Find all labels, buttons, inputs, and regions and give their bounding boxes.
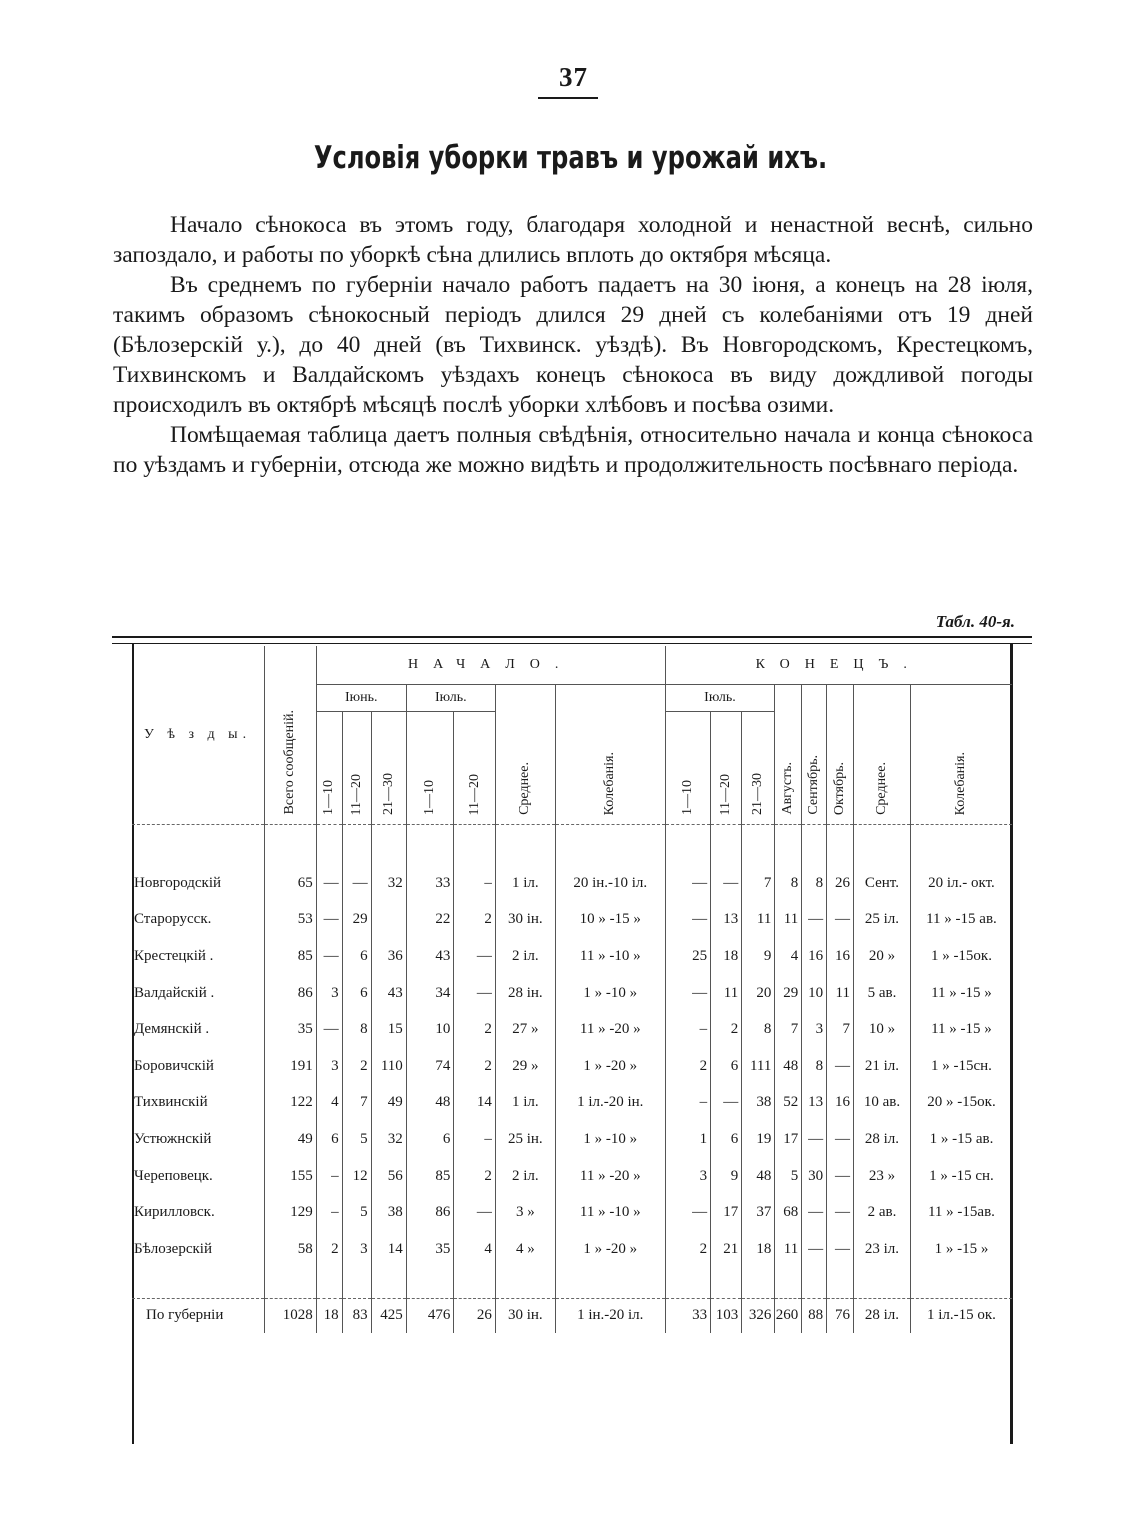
paragraph-1: Начало сѣнокоса въ этомъ году, благодаря холодной и ненастной веснѣ, сильно запоздало, и работы по уборкѣ сѣна длились вплоть до октября мѣсяца. [113,212,1033,268]
table-cell: 103 [711,1298,742,1333]
header-iun: Іюнь. [316,685,406,712]
header-oktyabr: Октябрь. [827,685,854,825]
haymaking-table [132,646,1012,1333]
table-cell: 1 » -15ок. [910,938,1012,975]
table-cell: 1 ін.-20 іл. [555,1298,665,1333]
table-cell: 11 » -15ав. [910,1194,1012,1231]
table-cell: 1 іл.-15 ок. [910,1298,1012,1333]
table-cell: 326 [742,1298,775,1333]
table-cell: 29 [342,902,371,939]
table-row [132,1048,1012,1085]
table-cell: 1 » -15 » [910,1231,1012,1268]
table-cell: 11 [775,1231,802,1268]
table-cell: 6 [711,1048,742,1085]
table-cell: 5 [342,1121,371,1158]
table-cell: 15 [371,1011,406,1048]
table-cell: — [802,902,827,939]
district-name: Тихвинскій [134,1094,208,1111]
table-cell: 110 [371,1048,406,1085]
header-nachalo: НАЧАЛО. [316,646,665,685]
table-cell: – [454,1121,495,1158]
table-row [132,1011,1012,1048]
header-end-jul-1-10: 1—10 [665,712,711,825]
table-cell: 111 [742,1048,775,1085]
table-cell: 1 » -15сн. [910,1048,1012,1085]
table-cell: — [665,865,711,902]
table-cell: 3 [665,1158,711,1195]
table-cell: — [827,1158,854,1195]
table-top-rule [112,636,1032,638]
table-cell: 11 [742,902,775,939]
table-cell: 25 іл. [854,902,911,939]
table-cell: 3 [316,1048,342,1085]
table-cell: 16 [827,1085,854,1122]
table-row [132,1194,1012,1231]
table-cell: 35 [265,1011,317,1048]
district-name: Демянскій . [134,1021,210,1038]
table-cell: 68 [775,1194,802,1231]
table-cell: 4 » [495,1231,555,1268]
header-separator [132,825,1012,866]
table-cell: 23 » [854,1158,911,1195]
table-cell: 28 ін. [495,975,555,1012]
table-cell: 21 іл. [854,1048,911,1085]
header-kolebania-end: Колебанія. [910,685,1012,825]
table-cell: 13 [711,902,742,939]
table-cell: 10 [802,975,827,1012]
table-cell: 34 [406,975,454,1012]
page-number-rule [538,97,598,99]
table-cell: 29 » [495,1048,555,1085]
header-iul-end: Іюль. [665,685,775,712]
table-cell: 122 [265,1085,317,1122]
table-cell: 20 » [854,938,911,975]
table-row [132,1121,1012,1158]
table-cell: – [316,1158,342,1195]
table-cell: — [802,1194,827,1231]
table-cell: 21 [711,1231,742,1268]
table-cell: 11 » -15 » [910,1011,1012,1048]
table-cell: 56 [371,1158,406,1195]
table-cell: 36 [371,938,406,975]
table-cell: 2 ав. [854,1194,911,1231]
header-start-jun-21-30: 21—30 [371,712,406,825]
table-cell: — [454,975,495,1012]
table-cell: 88 [802,1298,827,1333]
table-cell: 1 [665,1121,711,1158]
table-cell: — [316,902,342,939]
table-cell: 2 [316,1231,342,1268]
header-start-jun-11-20: 11—20 [342,712,371,825]
table-cell: — [454,938,495,975]
table-cell: 26 [827,865,854,902]
table-cell: 58 [265,1231,317,1268]
table-cell: – [665,1011,711,1048]
table-cell: 2 [454,1048,495,1085]
table-cell: 49 [265,1121,317,1158]
table-row [132,1231,1012,1268]
table-cell: 8 [802,865,827,902]
table-cell: 191 [265,1048,317,1085]
table-cell: 10 » [854,1011,911,1048]
table-cell: 1 » -15 ав. [910,1121,1012,1158]
table-cell: 9 [711,1158,742,1195]
table-cell: — [827,902,854,939]
header-konets: КОНЕЦЪ. [665,646,1012,685]
table-cell: — [827,1194,854,1231]
table-cell: 11 » -20 » [555,1158,665,1195]
body-text [113,210,1033,480]
district-name: Боровичскій [134,1057,214,1074]
table-cell: — [316,1011,342,1048]
district-name: Валдайскій . [134,984,215,1001]
table-cell: 48 [742,1158,775,1195]
table-cell: 26 [454,1298,495,1333]
table-cell: – [454,865,495,902]
district-name: Старорусск. [134,911,212,928]
table-cell: 48 [406,1085,454,1122]
total-separator [132,1268,1012,1299]
table-cell: 30 [802,1158,827,1195]
table-cell: 5 [775,1158,802,1195]
table-cell: 43 [406,938,454,975]
district-name: Череповецк. [134,1167,213,1184]
table-cell: 2 [454,1158,495,1195]
district-name: По губерніи [146,1307,224,1324]
table-cell: 8 [342,1011,371,1048]
table-cell: — [711,1085,742,1122]
table-cell: 8 [742,1011,775,1048]
table-cell: 2 [665,1231,711,1268]
table-cell: 18 [316,1298,342,1333]
table-cell: 32 [371,865,406,902]
table-cell: 6 [316,1121,342,1158]
table-cell: 2 [454,902,495,939]
table-cell [371,902,406,939]
district-name: Бѣлозерскій [134,1240,212,1257]
table-cell: 85 [265,938,317,975]
district-name: Устюжнскій [134,1130,212,1147]
header-start-jul-11-20: 11—20 [454,712,495,825]
table-cell: 11 » -10 » [555,938,665,975]
table-cell: 1 » -10 » [555,975,665,1012]
table-cell: 18 [711,938,742,975]
table-row [132,938,1012,975]
table-cell: 6 [711,1121,742,1158]
table-cell: – [665,1085,711,1122]
table-cell: 1 » -20 » [555,1231,665,1268]
total-row [132,1298,1012,1333]
table-cell: 43 [371,975,406,1012]
table-cell: — [665,902,711,939]
table-cell: 11 » -15 » [910,975,1012,1012]
table-cell: 20 » -15ок. [910,1085,1012,1122]
header-sentyabr: Сентябрь. [802,685,827,825]
table-cell: 260 [775,1298,802,1333]
table-cell: 11 » -20 » [555,1011,665,1048]
table-cell: 20 іл.- окт. [910,865,1012,902]
table-cell: 4 [316,1085,342,1122]
table-cell: 16 [827,938,854,975]
header-srednee: Среднее. [495,685,555,825]
table-cell: 11 [827,975,854,1012]
table-cell: 18 [742,1231,775,1268]
table-cell: — [827,1048,854,1085]
table-cell: 20 [742,975,775,1012]
table-cell: 7 [827,1011,854,1048]
table-cell: 49 [371,1085,406,1122]
table-cell: 13 [802,1085,827,1122]
table-cell: 27 » [495,1011,555,1048]
header-iul: Іюль. [406,685,495,712]
table-cell: 3 [316,975,342,1012]
header-kolebania: Колебанія. [555,685,665,825]
table-cell: — [665,975,711,1012]
table-cell: 5 ав. [854,975,911,1012]
table-cell: 17 [711,1194,742,1231]
paragraph-2: Въ среднемъ по губерніи начало работъ падаетъ на 30 іюня, а конецъ на 28 іюля, такимъ образомъ сѣнокосный періодъ длился 29 дней съ колебаніями отъ 19 дней (Бѣлозерскій у.), до 40 дней (въ Тихвинск. уѣздѣ). Въ Новгородскомъ, Крестецкомъ, Тихвинскомъ и Валдайскомъ уѣздахъ конецъ сѣнокоса въ виду дождливой погоды происходилъ въ октябрѣ мѣсяцѣ послѣ уборки хлѣбовъ и посѣва озими. [113,272,1033,418]
table-cell: Сент. [854,865,911,902]
table-cell: 38 [742,1085,775,1122]
table-cell: 11 » -15 ав. [910,902,1012,939]
table-cell: 65 [265,865,317,902]
table-cell: 28 іл. [854,1121,911,1158]
table-cell: 2 іл. [495,938,555,975]
table-cell: 4 [775,938,802,975]
table-cell: 2 [454,1011,495,1048]
table-cell: 8 [802,1048,827,1085]
page-number: 37 [559,62,588,92]
header-end-jul-11-20: 11—20 [711,712,742,825]
table-top-rule-thin [112,643,1032,644]
district-name: Новгородскій [134,874,222,891]
table-cell: 3 [802,1011,827,1048]
table-cell: — [827,1231,854,1268]
table-cell: 1 іл.-20 ін. [555,1085,665,1122]
table-cell: 425 [371,1298,406,1333]
table-cell: 22 [406,902,454,939]
table-cell: 155 [265,1158,317,1195]
table-row [132,902,1012,939]
table-cell: 7 [742,865,775,902]
table-cell: 28 іл. [854,1298,911,1333]
table-cell: — [827,1121,854,1158]
table-cell: 7 [342,1085,371,1122]
table-cell: 2 іл. [495,1158,555,1195]
table-cell: 14 [454,1085,495,1122]
table-cell: 5 [342,1194,371,1231]
table-row [132,1158,1012,1195]
table-cell: 37 [742,1194,775,1231]
header-uezdy: У ѣ з д ы. [144,727,252,742]
table-cell: 19 [742,1121,775,1158]
table-cell: 6 [342,938,371,975]
table-cell: 7 [775,1011,802,1048]
table-cell: 83 [342,1298,371,1333]
table-cell: 86 [265,975,317,1012]
table-cell: 32 [371,1121,406,1158]
paragraph-3: Помѣщаемая таблица даетъ полныя свѣдѣнія, относительно начала и конца сѣнокоса по уѣздамъ и губерніи, отсюда же можно видѣть и продолжительность посѣвнаго періода. [113,422,1033,478]
district-name: Кирилловск. [134,1204,215,1221]
table-cell: 3 » [495,1194,555,1231]
table-cell: – [316,1194,342,1231]
table-cell: 74 [406,1048,454,1085]
table-cell: 20 ін.-10 іл. [555,865,665,902]
table-cell: 33 [406,865,454,902]
table-cell: — [316,938,342,975]
table-cell: 53 [265,902,317,939]
table-cell: 1 іл. [495,1085,555,1122]
table-cell: 11 [775,902,802,939]
table-cell: 76 [827,1298,854,1333]
header-end-jul-21-30: 21—30 [742,712,775,825]
table-cell: 11 [711,975,742,1012]
table-cell: 9 [742,938,775,975]
table-cell: 6 [342,975,371,1012]
table-cell: 2 [342,1048,371,1085]
table-row [132,1085,1012,1122]
table-cell: 10 » -15 » [555,902,665,939]
header-vsego: Всего сообщеній. [265,646,317,825]
table-cell: 10 ав. [854,1085,911,1122]
table-cell: 1 іл. [495,865,555,902]
table-cell: 29 [775,975,802,1012]
table-cell: 476 [406,1298,454,1333]
header-avgust: Августъ. [775,685,802,825]
table-row [132,975,1012,1012]
table-cell: 3 [342,1231,371,1268]
table-cell: 2 [711,1011,742,1048]
table-cell: 10 [406,1011,454,1048]
table-cell: 35 [406,1231,454,1268]
table-cell: 1 » -20 » [555,1048,665,1085]
table-cell: 85 [406,1158,454,1195]
table-cell: 129 [265,1194,317,1231]
table-cell: — [454,1194,495,1231]
header-start-jun-1-10: 1—10 [316,712,342,825]
table-cell: 14 [371,1231,406,1268]
table-cell: 16 [802,938,827,975]
table-cell: 4 [454,1231,495,1268]
header-srednee-end: Среднее. [854,685,911,825]
table-cell: 30 ін. [495,902,555,939]
table-cell: 38 [371,1194,406,1231]
table-cell: 23 іл. [854,1231,911,1268]
table-cell: 1 » -15 сн. [910,1158,1012,1195]
table-cell: 25 [665,938,711,975]
table-cell: — [802,1121,827,1158]
table-cell: — [665,1194,711,1231]
table-cell: 11 » -10 » [555,1194,665,1231]
table-cell: — [711,865,742,902]
table-cell: 30 ін. [495,1298,555,1333]
table-cell: 2 [665,1048,711,1085]
table-cell: 33 [665,1298,711,1333]
district-name: Крестецкій . [134,947,214,964]
table-cell: — [316,865,342,902]
table-cell: 1028 [265,1298,317,1333]
table-cell: 52 [775,1085,802,1122]
table-row [132,865,1012,902]
table-cell: 17 [775,1121,802,1158]
page-title: Условія уборки травъ и урожай ихъ. [313,140,828,176]
table-cell: 25 ін. [495,1121,555,1158]
table-caption: Табл. 40-я. [935,612,1015,631]
table-cell: — [342,865,371,902]
table-cell: 86 [406,1194,454,1231]
table-cell: — [802,1231,827,1268]
table-cell: 8 [775,865,802,902]
table-cell: 1 » -10 » [555,1121,665,1158]
table-cell: 6 [406,1121,454,1158]
table-cell: 12 [342,1158,371,1195]
table-cell: 48 [775,1048,802,1085]
header-start-jul-1-10: 1—10 [406,712,454,825]
